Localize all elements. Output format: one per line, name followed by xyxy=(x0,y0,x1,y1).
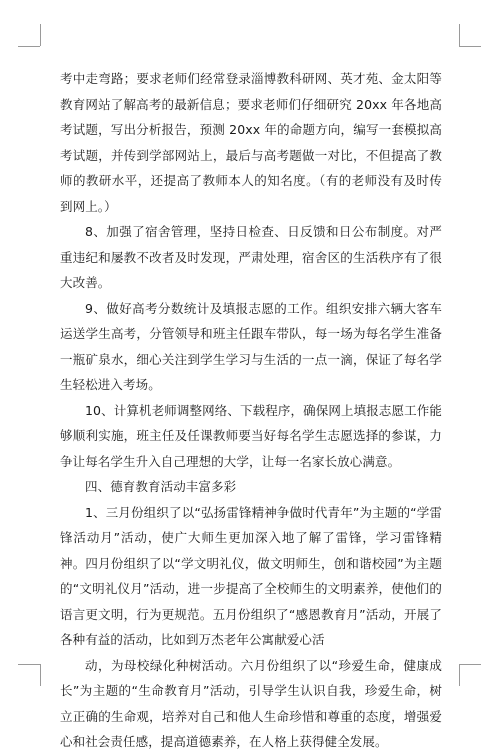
paragraph-continuation: 考中走弯路；要求老师们经常登录淄博教科研网、英才苑、金太阳等教育网站了解高考的最新信息；要求老师们仔细研究 20xx 年各地高考试题，写出分析报告，预测 20xx 年的命题方向，编写一套模拟高考试题，并传到学部网站上，最后与高考题做一对比，不但提高了教师的教研水平，还提高了教师本人的知名度。（有的老师没有及时传到网上。） xyxy=(60,71,442,214)
paragraph-item-9: 9、做好高考分数统计及填报志愿的工作。组织安排六辆大客车运送学生高考，分管领导和班主任跟车带队，每一场为每名学生准备一瓶矿泉水，细心关注到学生学习与生活的一点一滴，保证了每名学生轻松进入考场。 xyxy=(60,300,442,392)
crop-mark-bottom-right-vertical xyxy=(459,664,460,686)
crop-mark-bottom-left-vertical xyxy=(40,664,41,686)
crop-mark-top-right-vertical xyxy=(459,24,460,46)
paragraph-item-8: 8、加强了宿舍管理，坚持日检查、日反馈和日公布制度。对严重违纪和屡教不改者及时发现，严肃处理，宿舍区的生活秩序有了很大改善。 xyxy=(60,224,442,290)
paragraph-item-10: 10、计算机老师调整网络、下载程序，确保网上填报志愿工作能够顺利实施，班主任及任课教师要当好每名学生志愿选择的参谋，力争让每名学生升入自己理想的大学，让每一名家长放心满意。 xyxy=(60,402,442,469)
crop-mark-top-left-horizontal xyxy=(18,46,40,47)
section-heading: 四、德育教育活动丰富多彩 xyxy=(85,479,237,494)
crop-mark-bottom-left-horizontal xyxy=(18,664,40,665)
crop-mark-top-right-horizontal xyxy=(459,46,481,47)
document-body xyxy=(60,66,442,755)
paragraph-moral-2: 动，为母校绿化种树活动。六月份组织了以“珍爱生命，健康成长”为主题的“生命教育月”活动，引导学生认识自我，珍爱生命，树立正确的生命观，培养对自己和他人生命珍惜和尊重的态度，增强爱心和社会责任感，提高道德素养，在人格上获得健全发展。 xyxy=(60,657,442,749)
crop-mark-top-left-vertical xyxy=(40,24,41,46)
crop-mark-bottom-right-horizontal xyxy=(459,664,481,665)
paragraph-moral-1: 1、三月份组织了以“弘扬雷锋精神争做时代青年”为主题的“学雷锋活动月”活动，使广大师生更加深入地了解了雷锋，学习雷锋精神。四月份组织了以“学文明礼仪，做文明师生，创和谐校园”为主题的“文明礼仪月”活动，进一步提高了全校师生的文明素养，使他们的语言更文明，行为更规范。五月份组织了“感恩教育月”活动，开展了各种有益的活动，比如到万杰老年公寓献爱心活 xyxy=(60,504,442,647)
